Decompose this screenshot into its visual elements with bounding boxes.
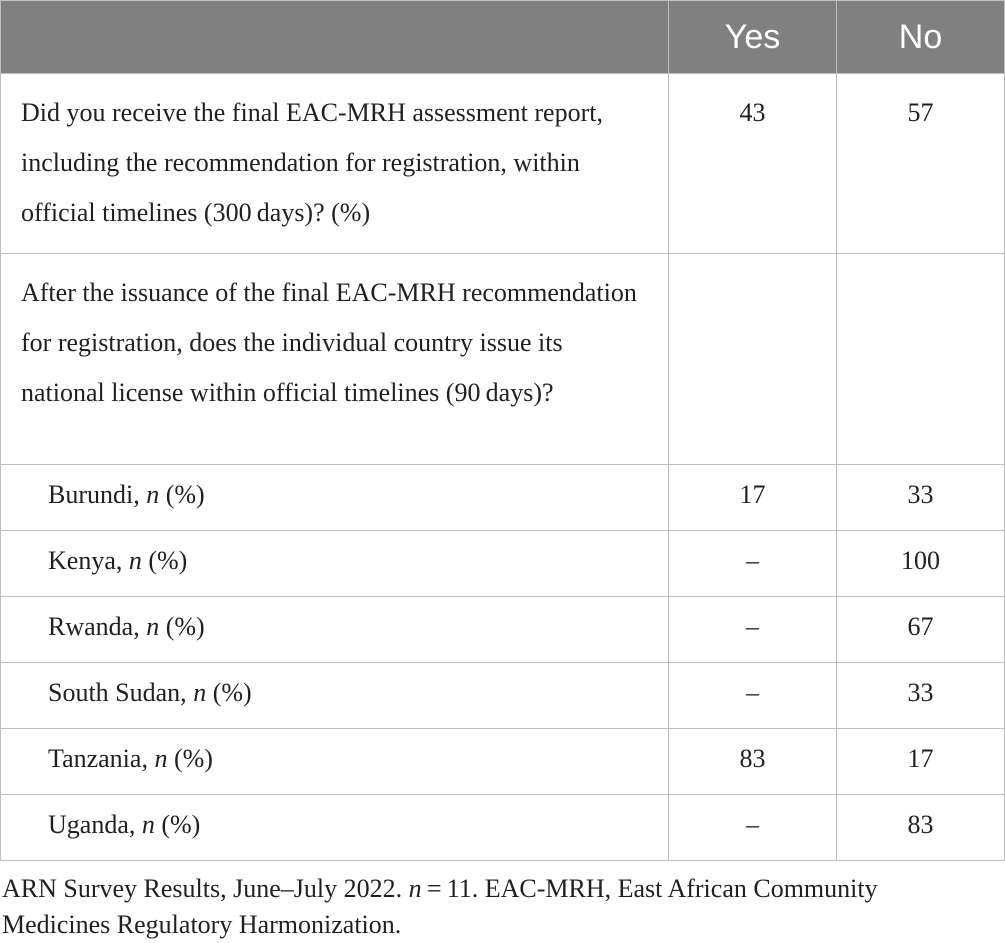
question-1: Did you receive the final EAC-MRH assessment report, including the recommendation for registration, within official timelines (300 days)? (%) [1, 74, 669, 254]
country-no: 100 [837, 531, 1005, 597]
header-no: No [837, 1, 1005, 74]
question-2: After the issuance of the final EAC-MRH recommendation for registration, does the individual country issue its national license within official timelines (90 days)? [1, 254, 669, 465]
n-symbol: n [146, 480, 160, 509]
header-row [1, 1, 1005, 74]
table-row [1, 597, 1005, 663]
question-1-no: 57 [837, 74, 1005, 254]
country-no: 17 [837, 729, 1005, 795]
n-symbol: n [193, 678, 207, 707]
n-symbol: n [128, 546, 142, 575]
country-no: 33 [837, 465, 1005, 531]
table-row [1, 74, 1005, 254]
country-label [1, 795, 669, 861]
country-label [1, 531, 669, 597]
country-yes: 83 [669, 729, 837, 795]
table-row [1, 531, 1005, 597]
country-name: Tanzania, [48, 744, 148, 773]
footnote-part-2: = 11. EAC-MRH, East African Community Medicines Regulatory Harmonization. [2, 874, 878, 939]
country-no: 33 [837, 663, 1005, 729]
percent-label: (%) [173, 744, 213, 773]
country-yes: – [669, 531, 837, 597]
country-name: Uganda, [48, 810, 136, 839]
n-symbol: n [154, 744, 168, 773]
country-label [1, 465, 669, 531]
footnote-part-1: ARN Survey Results, June–July 2022. [2, 874, 403, 903]
question-1-yes: 43 [669, 74, 837, 254]
question-2-no [837, 254, 1005, 465]
percent-label: (%) [212, 678, 252, 707]
table-row [1, 254, 1005, 465]
percent-label: (%) [148, 546, 188, 575]
country-label [1, 729, 669, 795]
footnote-n-symbol: n [408, 874, 422, 903]
percent-label: (%) [161, 810, 201, 839]
header-yes: Yes [669, 1, 837, 74]
table-row [1, 465, 1005, 531]
country-no: 83 [837, 795, 1005, 861]
header-question [1, 1, 669, 74]
country-yes: – [669, 597, 837, 663]
country-yes: 17 [669, 465, 837, 531]
country-name: Kenya, [48, 546, 123, 575]
country-name: South Sudan, [48, 678, 187, 707]
country-yes: – [669, 663, 837, 729]
n-symbol: n [141, 810, 155, 839]
percent-label: (%) [165, 480, 205, 509]
table-row [1, 795, 1005, 861]
country-label [1, 597, 669, 663]
percent-label: (%) [165, 612, 205, 641]
table-footnote [2, 871, 992, 943]
country-label [1, 663, 669, 729]
table-row [1, 729, 1005, 795]
n-symbol: n [146, 612, 160, 641]
table-row [1, 663, 1005, 729]
question-2-yes [669, 254, 837, 465]
country-name: Rwanda, [48, 612, 140, 641]
country-name: Burundi, [48, 480, 140, 509]
country-no: 67 [837, 597, 1005, 663]
country-yes: – [669, 795, 837, 861]
